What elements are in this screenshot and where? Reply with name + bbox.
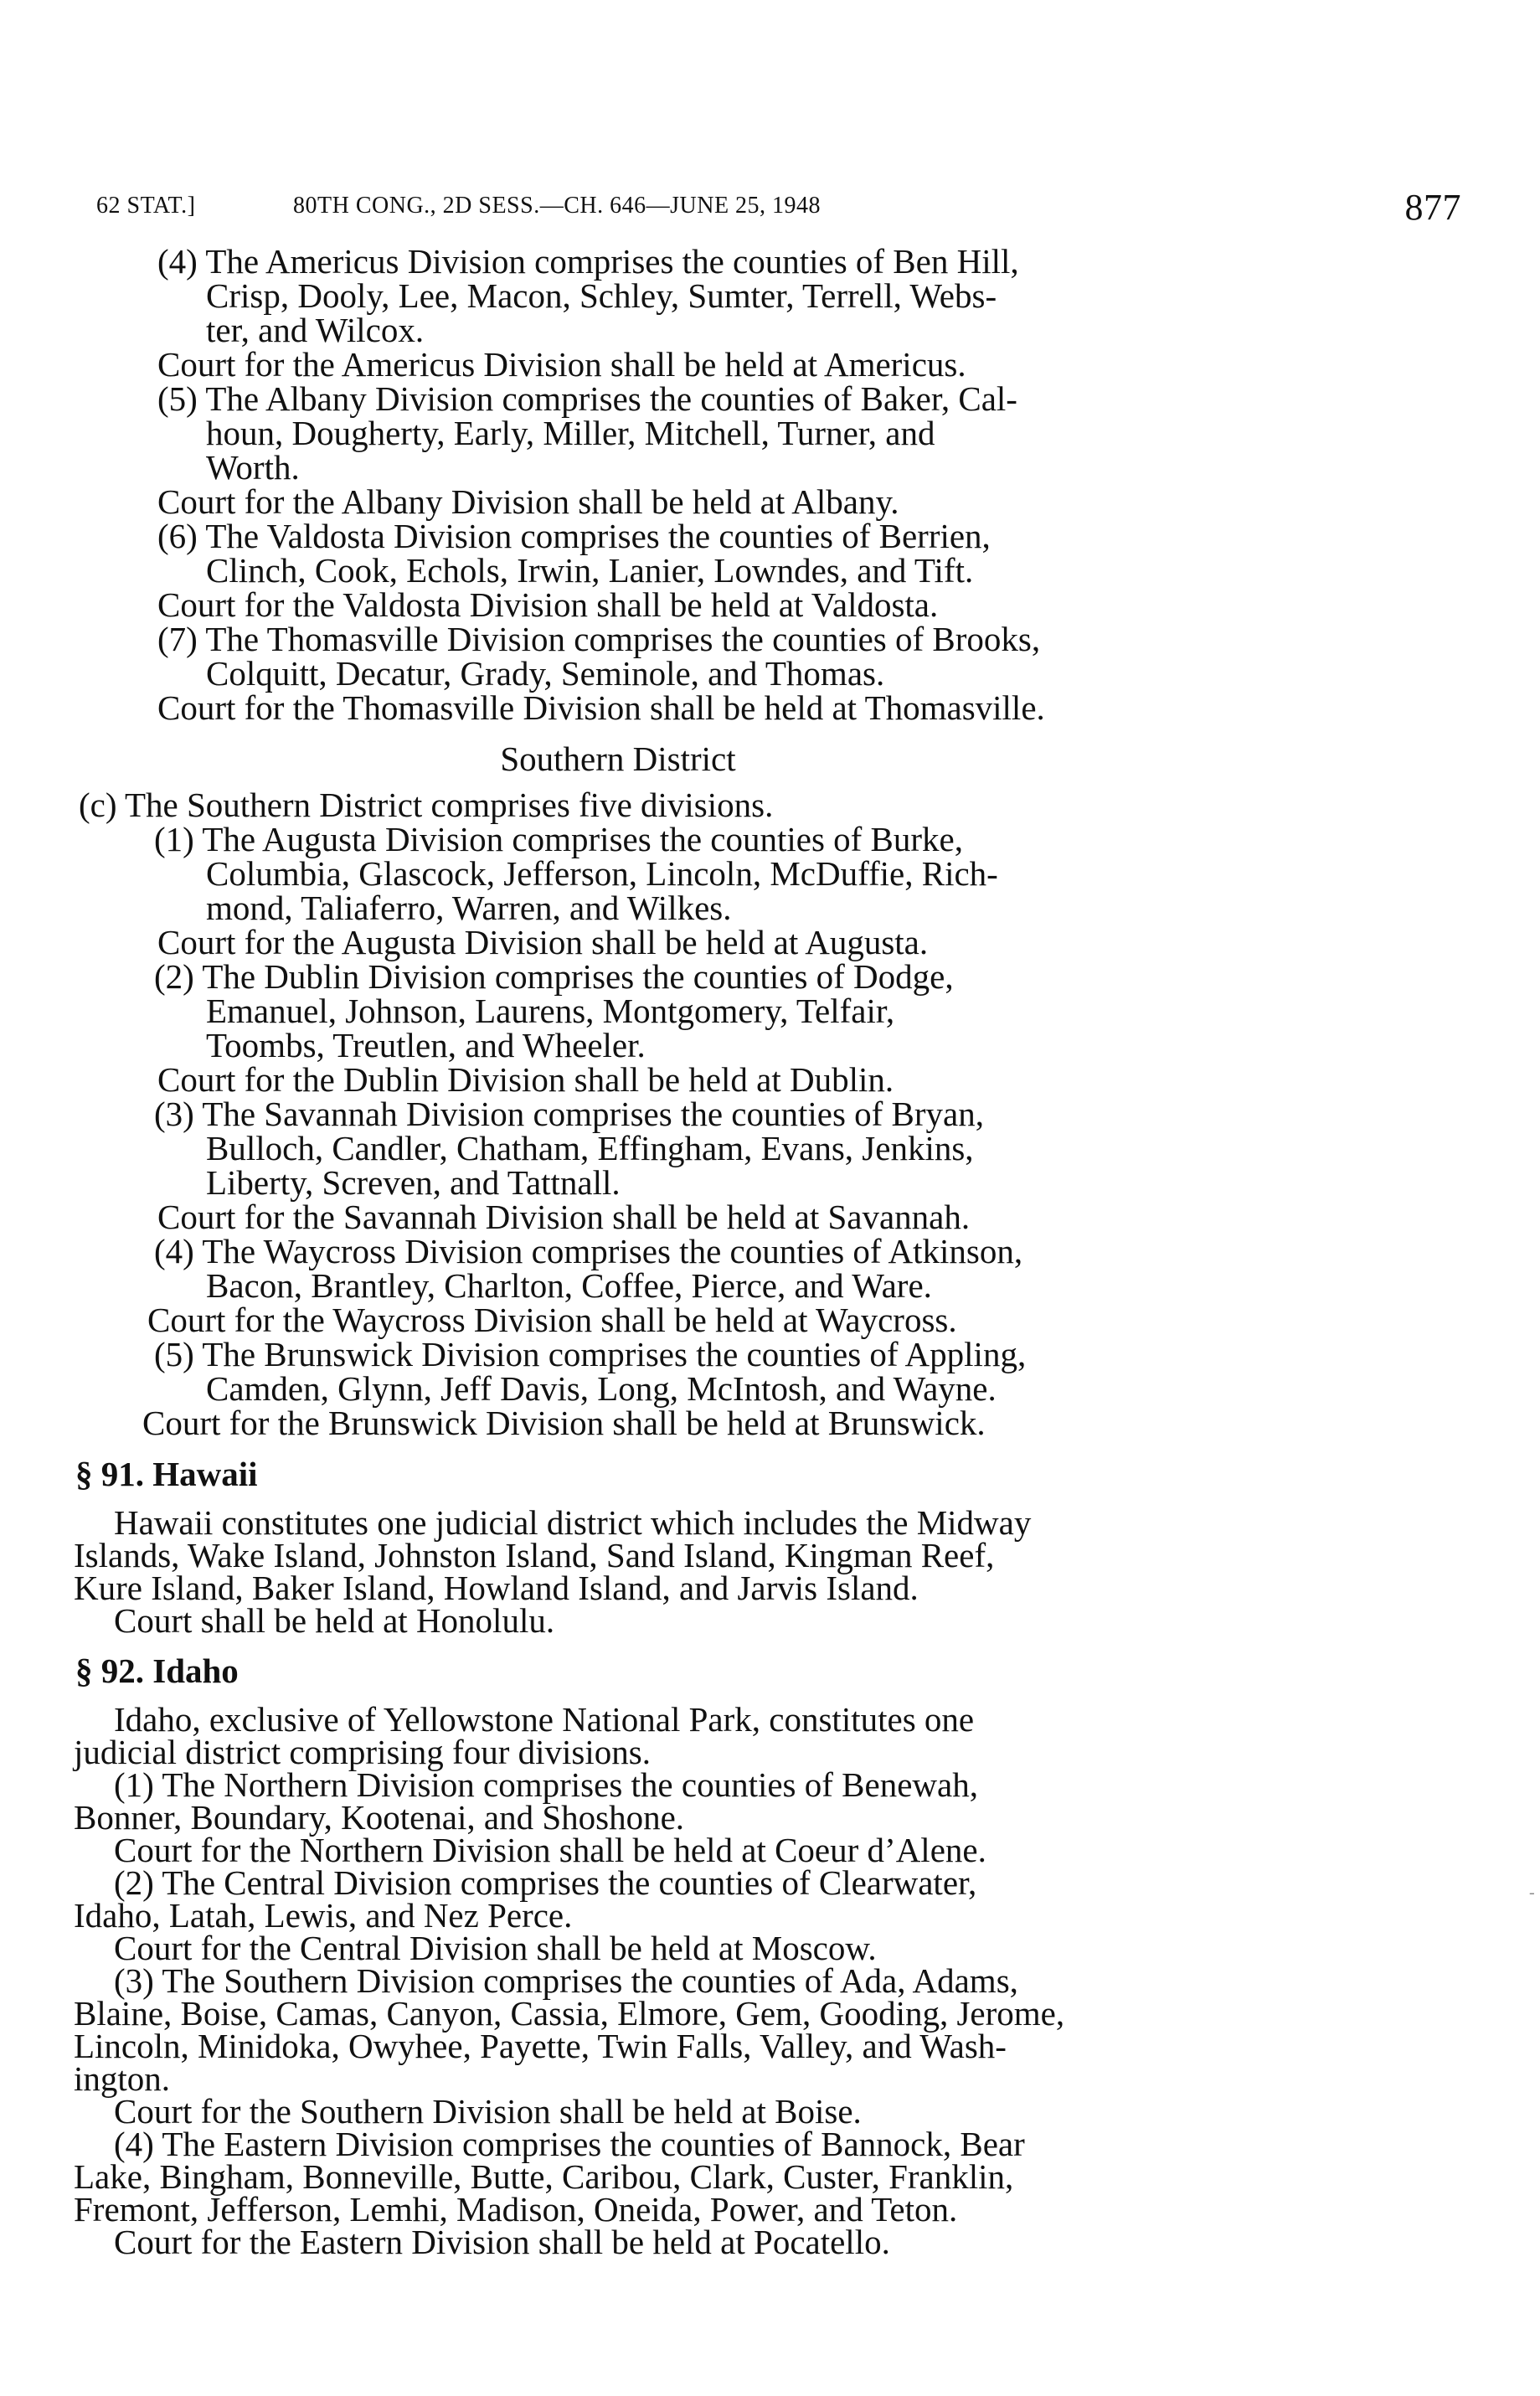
division-line: Clinch, Cook, Echols, Irwin, Lanier, Lowndes, and Tift. bbox=[206, 551, 974, 590]
division-line: (2) The Central Division comprises the counties of Clearwater, bbox=[114, 1863, 977, 1902]
section-91-text bbox=[74, 1503, 1213, 1640]
court-location: Court for the Southern Division shall be held at Boise. bbox=[114, 2092, 862, 2131]
division-eastern bbox=[74, 2125, 1213, 2261]
division-brunswick bbox=[74, 1337, 1213, 1440]
court-location: Court for the Waycross Division shall be held at Waycross. bbox=[147, 1301, 957, 1339]
division-line: (5) The Brunswick Division comprises the counties of Appling, bbox=[154, 1335, 1027, 1373]
page-header bbox=[96, 186, 1461, 228]
division-line: ter, and Wilcox. bbox=[206, 311, 425, 349]
court-location: Court for the Central Division shall be held at Moscow. bbox=[114, 1929, 877, 1967]
section-heading-hawaii: § 91. Hawaii bbox=[75, 1455, 258, 1493]
section-line: Hawaii constitutes one judicial district which includes the Midway bbox=[114, 1503, 1032, 1542]
division-line: Colquitt, Decatur, Grady, Seminole, and Thomas. bbox=[206, 654, 885, 693]
southern-district-divisions bbox=[74, 822, 1213, 1440]
division-line: (3) The Savannah Division comprises the counties of Bryan, bbox=[154, 1095, 985, 1133]
division-line: ington. bbox=[74, 2059, 171, 2098]
division-line: (4) The Waycross Division comprises the counties of Atkinson, bbox=[154, 1232, 1023, 1270]
division-line: Liberty, Screven, and Tattnall. bbox=[206, 1163, 621, 1202]
court-location: Court for the Dublin Division shall be held at Dublin. bbox=[157, 1060, 894, 1099]
court-location: Court for the Americus Division shall be held at Americus. bbox=[157, 345, 966, 384]
division-central bbox=[74, 1863, 1213, 1967]
division-dublin bbox=[74, 957, 1213, 1099]
division-line: Camden, Glynn, Jeff Davis, Long, McIntosh, and Wayne. bbox=[206, 1369, 997, 1408]
division-line: Crisp, Dooly, Lee, Macon, Schley, Sumter, Terrell, Webs- bbox=[206, 276, 997, 315]
division-northern bbox=[74, 1765, 1213, 1869]
division-line: (2) The Dublin Division comprises the counties of Dodge, bbox=[154, 957, 954, 996]
court-location: Court for the Albany Division shall be held at Albany. bbox=[157, 482, 899, 521]
division-thomasville bbox=[74, 622, 1213, 725]
division-line: Columbia, Glascock, Jefferson, Lincoln, McDuffie, Rich- bbox=[206, 854, 998, 893]
court-location: Court for the Savannah Division shall be held at Savannah. bbox=[157, 1198, 971, 1236]
section-heading-idaho: § 92. Idaho bbox=[75, 1651, 239, 1690]
division-line: (1) The Augusta Division comprises the counties of Burke, bbox=[154, 820, 964, 858]
division-southern bbox=[74, 1961, 1213, 2131]
division-line: Bacon, Brantley, Charlton, Coffee, Pierce, and Ware. bbox=[206, 1266, 932, 1305]
section-line: Kure Island, Baker Island, Howland Island, and Jarvis Island. bbox=[74, 1569, 919, 1607]
division-line: Idaho, Latah, Lewis, and Nez Perce. bbox=[74, 1896, 573, 1935]
session-chapter-date: 80TH CONG., 2D SESS.—CH. 646—JUNE 25, 1948 bbox=[293, 193, 822, 219]
court-location: Court for the Augusta Division shall be held at Augusta. bbox=[157, 923, 929, 961]
division-line: Bulloch, Candler, Chatham, Effingham, Evans, Jenkins, bbox=[206, 1129, 974, 1167]
section-line: Islands, Wake Island, Johnston Island, Sand Island, Kingman Reef, bbox=[74, 1536, 995, 1574]
section-92-text bbox=[74, 1700, 1213, 2261]
court-location: Court shall be held at Honolulu. bbox=[114, 1601, 555, 1640]
division-line: (6) The Valdosta Division comprises the counties of Berrien, bbox=[157, 517, 991, 555]
court-location: Court for the Valdosta Division shall be held at Valdosta. bbox=[157, 585, 939, 624]
division-line: Blaine, Boise, Camas, Canyon, Cassia, Elmore, Gem, Gooding, Jerome, bbox=[74, 1994, 1065, 2033]
division-line: houn, Dougherty, Early, Miller, Mitchell, Turner, and bbox=[206, 414, 935, 452]
division-valdosta bbox=[74, 519, 1213, 622]
court-location: Court for the Northern Division shall be held at Coeur d’Alene. bbox=[114, 1831, 986, 1869]
division-augusta bbox=[74, 822, 1213, 960]
division-waycross bbox=[74, 1234, 1213, 1337]
division-line: Lincoln, Minidoka, Owyhee, Payette, Twin Falls, Valley, and Wash- bbox=[74, 2027, 1007, 2065]
division-line: Lake, Bingham, Bonneville, Butte, Caribou, Clark, Custer, Franklin, bbox=[74, 2157, 1014, 2196]
division-line: Bonner, Boundary, Kootenai, and Shoshone. bbox=[74, 1798, 685, 1837]
division-line: (3) The Southern Division comprises the counties of Ada, Adams, bbox=[114, 1961, 1018, 2000]
margin-mark: - bbox=[1529, 1883, 1535, 1902]
middle-district-divisions bbox=[74, 242, 1213, 727]
court-location: Court for the Eastern Division shall be held at Pocatello. bbox=[114, 2223, 890, 2261]
page-body bbox=[74, 242, 1213, 2261]
court-location: Court for the Brunswick Division shall be held at Brunswick. bbox=[142, 1404, 986, 1442]
page-number: 877 bbox=[1404, 187, 1461, 228]
division-albany bbox=[74, 379, 1213, 521]
section-line: judicial district comprising four divisions. bbox=[74, 1733, 651, 1771]
district-intro: (c) The Southern District comprises five divisions. bbox=[79, 786, 774, 824]
division-line: mond, Taliaferro, Warren, and Wilkes. bbox=[206, 889, 732, 927]
division-line: Emanuel, Johnson, Laurens, Montgomery, Telfair, bbox=[206, 992, 895, 1030]
division-line: (5) The Albany Division comprises the counties of Baker, Cal- bbox=[157, 379, 1017, 418]
division-line: (4) The Americus Division comprises the counties of Ben Hill, bbox=[157, 242, 1019, 281]
division-line: (1) The Northern Division comprises the counties of Benewah, bbox=[114, 1765, 978, 1804]
division-line: (7) The Thomasville Division comprises the counties of Brooks, bbox=[157, 620, 1041, 658]
division-savannah bbox=[74, 1097, 1213, 1234]
division-americus bbox=[74, 242, 1213, 384]
section-line: Idaho, exclusive of Yellowstone National Park, constitutes one bbox=[114, 1700, 975, 1739]
court-location: Court for the Thomasville Division shall be held at Thomasville. bbox=[157, 688, 1045, 727]
division-line: (4) The Eastern Division comprises the counties of Bannock, Bear bbox=[114, 2125, 1025, 2163]
division-line: Worth. bbox=[206, 448, 300, 487]
statute-volume: 62 STAT.] bbox=[96, 193, 196, 219]
district-heading: Southern District bbox=[500, 739, 736, 778]
division-line: Toombs, Treutlen, and Wheeler. bbox=[206, 1026, 646, 1064]
division-line: Fremont, Jefferson, Lemhi, Madison, Oneida, Power, and Teton. bbox=[74, 2190, 958, 2229]
